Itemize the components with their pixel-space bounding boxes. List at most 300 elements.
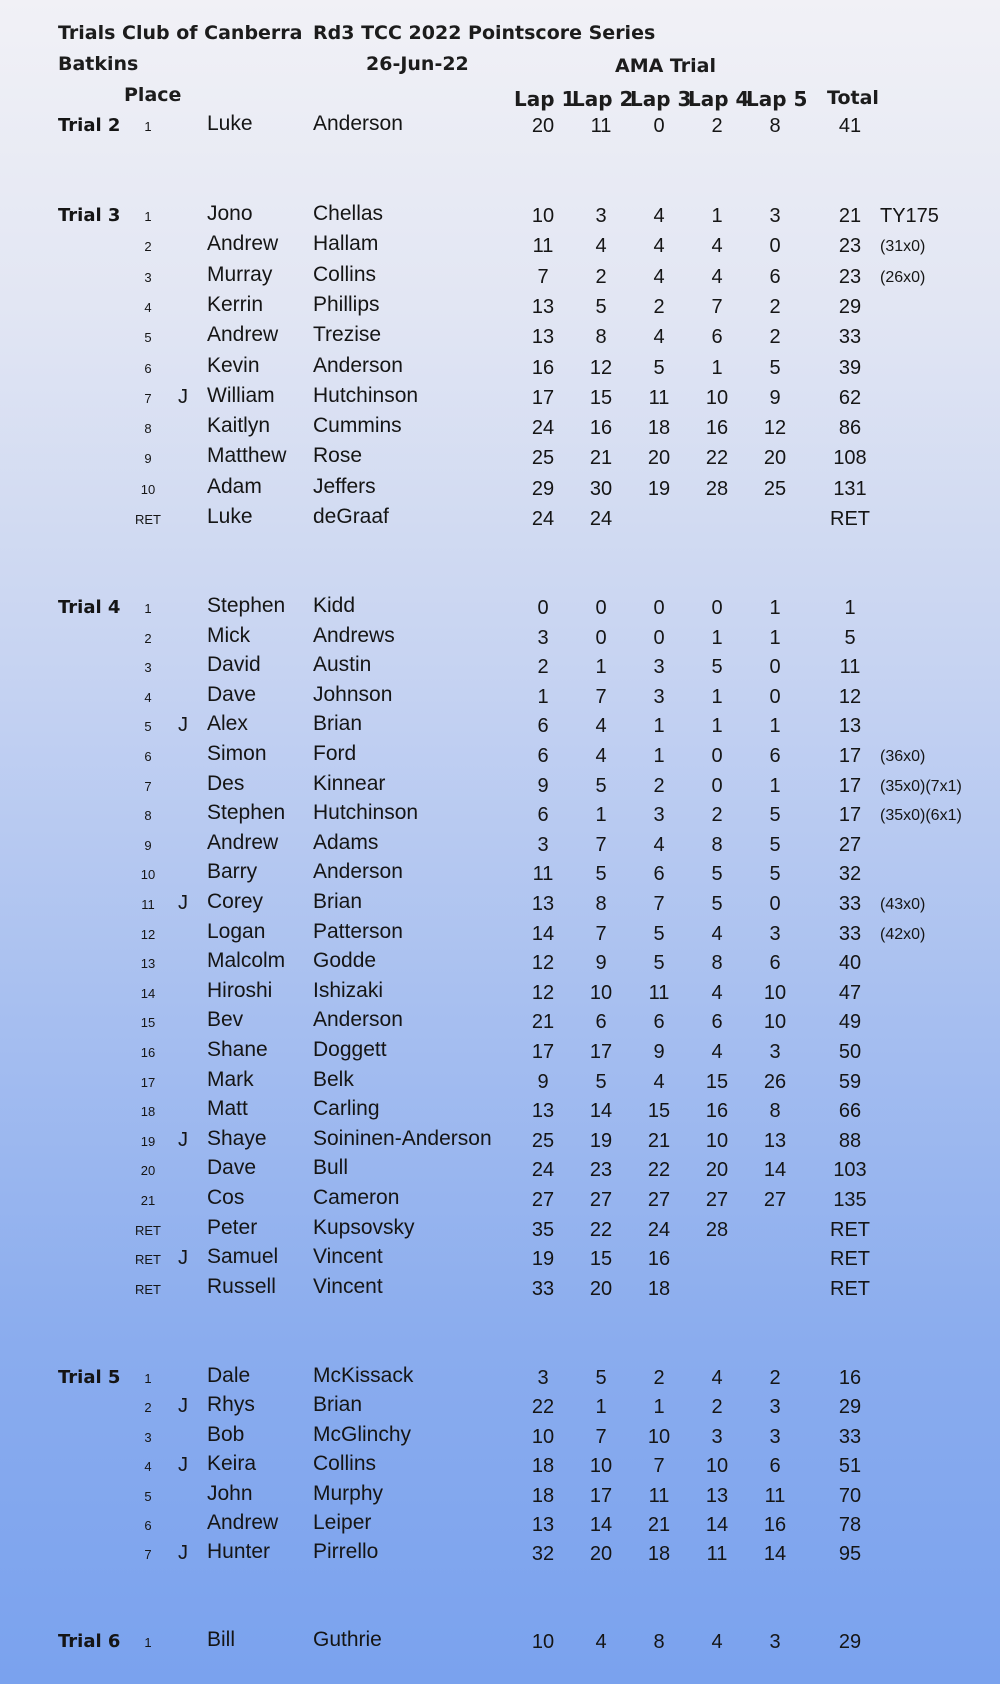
lap5-score: 8 [769,1100,781,1122]
total-score: 86 [838,417,862,439]
lap4-score: 0 [711,775,723,797]
lap5-score: 20 [763,447,787,469]
place-number: 1 [144,1635,152,1650]
result-row [0,112,1000,142]
lap4-score: 28 [705,478,729,500]
lap4-score: 6 [711,326,723,348]
result-row [0,890,1000,920]
lap5-score: 0 [769,893,781,915]
lap4-score: 0 [711,597,723,619]
place-number: 5 [144,1489,152,1504]
lap3-score: 11 [648,387,670,409]
place-number: 1 [144,601,152,616]
result-row [0,505,1000,535]
lap2-score: 8 [595,893,607,915]
lap5-score: 16 [763,1514,787,1536]
tiebreak-note: (43x0) [880,896,926,913]
lap4-score: 1 [711,205,723,227]
tiebreak-note: (36x0) [880,748,926,765]
place-number: 4 [144,690,152,705]
total-score: RET [830,1219,870,1241]
lap2-score: 19 [589,1130,613,1152]
lap1-score: 16 [531,357,555,379]
lap1-score: 12 [531,952,555,974]
lap4-score: 7 [711,296,723,318]
trial-label: Trial 6 [58,1631,121,1652]
place-number: 5 [144,330,152,345]
place-header: Place [124,84,182,106]
rider-last-name: Ishizaki [313,979,384,1002]
lap2-score: 15 [589,387,613,409]
total-score: 32 [838,863,862,885]
rider-first-name: William [207,384,275,407]
lap1-score: 33 [531,1278,555,1300]
lap4-score: 11 [706,1543,728,1565]
place-number: 6 [144,749,152,764]
lap3-score: 7 [653,1455,665,1477]
place-number: 1 [144,209,152,224]
result-row [0,293,1000,323]
lap2-score: 4 [595,715,607,737]
rider-last-name: Ford [313,742,357,765]
lap4-score: 1 [711,627,723,649]
rider-last-name: Brian [313,1393,363,1416]
place-number: RET [135,1252,161,1267]
lap5-score: 2 [769,296,781,318]
lap2-score: 16 [589,417,613,439]
place-number: RET [135,1223,161,1238]
lap2-score: 12 [589,357,613,379]
total-score: 17 [838,804,862,826]
lap2-score: 1 [595,804,607,826]
lap3-score: 3 [653,804,665,826]
total-score: 16 [838,1367,862,1389]
result-row [0,1245,1000,1275]
result-row [0,860,1000,890]
lap1-header: Lap 1 [514,87,576,111]
total-score: 50 [838,1041,862,1063]
total-score: 27 [838,834,862,856]
rider-first-name: Dave [207,683,257,706]
result-row [0,475,1000,505]
total-score: 29 [838,296,862,318]
lap3-score: 24 [647,1219,671,1241]
result-row [0,1008,1000,1038]
result-row [0,1540,1000,1570]
rider-last-name: Vincent [313,1245,383,1268]
rider-last-name: Johnson [313,683,393,706]
lap1-score: 13 [531,296,555,318]
rider-last-name: Guthrie [313,1628,382,1651]
place-number: 8 [144,421,152,436]
lap3-score: 4 [653,235,665,257]
rider-last-name: Hallam [313,232,379,255]
lap3-score: 4 [653,266,665,288]
rider-first-name: Kerrin [207,293,264,316]
lap5-header: Lap 5 [746,87,808,111]
lap3-score: 18 [647,417,671,439]
result-row [0,202,1000,232]
lap3-score: 0 [653,627,665,649]
lap1-score: 11 [532,863,554,885]
lap3-score: 2 [653,1367,665,1389]
lap5-score: 12 [763,417,787,439]
lap5-score: 1 [769,715,781,737]
lap3-score: 0 [653,597,665,619]
rider-last-name: Kinnear [313,772,386,795]
result-row [0,1186,1000,1216]
lap5-score: 6 [769,1455,781,1477]
place-number: 20 [140,1163,156,1178]
total-score: 135 [833,1189,867,1211]
total-score: 131 [833,478,867,500]
total-score: RET [830,1278,870,1300]
place-number: 5 [144,719,152,734]
lap4-score: 22 [705,447,729,469]
trial-label: Trial 5 [58,1367,121,1388]
rider-last-name: Bull [313,1156,349,1179]
rider-first-name: Kaitlyn [207,414,271,437]
lap5-score: 9 [769,387,781,409]
total-score: 13 [838,715,862,737]
rider-last-name: Cameron [313,1186,400,1209]
lap1-score: 13 [531,1100,555,1122]
total-score: 17 [838,745,862,767]
total-score: 29 [838,1396,862,1418]
rider-first-name: Andrew [207,323,279,346]
lap1-score: 29 [531,478,555,500]
lap2-score: 7 [595,923,607,945]
place-number: 2 [144,239,152,254]
junior-flag: J [178,386,188,408]
lap3-score: 6 [653,863,665,885]
lap4-score: 8 [711,952,723,974]
rider-first-name: Kevin [207,354,260,377]
lap5-score: 3 [769,205,781,227]
result-row [0,1393,1000,1423]
place-number: 10 [140,482,156,497]
rider-last-name: Soininen-Anderson [313,1127,492,1150]
junior-flag: J [178,1129,188,1151]
lap5-score: 5 [769,863,781,885]
lap5-score: 26 [763,1071,787,1093]
total-score: 33 [838,326,862,348]
rider-first-name: Hunter [207,1540,271,1563]
lap2-score: 20 [589,1543,613,1565]
result-row [0,949,1000,979]
total-score: RET [830,1248,870,1270]
rider-first-name: Samuel [207,1245,279,1268]
result-row [0,594,1000,624]
rider-last-name: Austin [313,653,372,676]
lap4-score: 0 [711,745,723,767]
lap4-score: 5 [711,656,723,678]
lap4-score: 8 [711,834,723,856]
lap5-score: 1 [769,597,781,619]
tiebreak-note: (26x0) [880,269,926,286]
rider-first-name: Shaye [207,1127,267,1150]
lap3-score: 3 [653,686,665,708]
lap2-score: 3 [595,205,607,227]
lap1-score: 11 [532,235,554,257]
lap3-score: 7 [653,893,665,915]
place-number: 10 [140,867,156,882]
lap4-header: Lap 4 [688,87,750,111]
lap1-score: 10 [531,1426,555,1448]
result-row [0,801,1000,831]
lap5-score: 13 [763,1130,787,1152]
tiebreak-note: (42x0) [880,926,926,943]
lap4-score: 4 [711,235,723,257]
tiebreak-note: (35x0)(7x1) [880,778,962,795]
lap3-score: 5 [653,952,665,974]
total-score: 95 [838,1543,862,1565]
result-row [0,1628,1000,1658]
lap4-score: 13 [705,1485,729,1507]
rider-first-name: Mick [207,624,251,647]
trial-label: Trial 3 [58,205,121,226]
lap1-score: 13 [531,326,555,348]
result-row [0,1275,1000,1305]
result-row [0,831,1000,861]
result-row [0,979,1000,1009]
lap5-score: 2 [769,1367,781,1389]
rider-first-name: Matthew [207,444,287,467]
lap1-score: 6 [537,804,549,826]
lap5-score: 0 [769,686,781,708]
lap4-score: 27 [705,1189,729,1211]
rider-last-name: Anderson [313,1008,403,1031]
place-number: 3 [144,270,152,285]
lap3-score: 18 [647,1543,671,1565]
lap2-score: 5 [595,296,607,318]
rider-last-name: Carling [313,1097,380,1120]
lap5-score: 5 [769,804,781,826]
lap4-score: 4 [711,266,723,288]
rider-last-name: Hutchinson [313,801,419,824]
lap3-score: 6 [653,1011,665,1033]
lap3-score: 21 [647,1514,671,1536]
rider-first-name: Matt [207,1097,248,1120]
result-row [0,1364,1000,1394]
lap2-score: 9 [595,952,607,974]
place-number: 19 [140,1134,156,1149]
rider-first-name: Murray [207,263,273,286]
lap4-score: 16 [705,1100,729,1122]
rider-last-name: Jeffers [313,475,376,498]
lap2-score: 30 [589,478,613,500]
series-title: Rd3 TCC 2022 Pointscore Series [313,22,656,44]
place-number: RET [135,512,161,527]
lap1-score: 27 [531,1189,555,1211]
lap1-score: 18 [531,1485,555,1507]
rider-last-name: Andrews [313,624,395,647]
total-score: 17 [838,775,862,797]
junior-flag: J [178,892,188,914]
total-score: RET [830,508,870,530]
total-score: 51 [838,1455,862,1477]
lap5-score: 6 [769,745,781,767]
rider-first-name: Adam [207,475,262,498]
junior-flag: J [178,1454,188,1476]
lap4-score: 4 [711,982,723,1004]
lap4-score: 2 [711,115,723,137]
lap1-score: 13 [531,1514,555,1536]
rider-last-name: Vincent [313,1275,383,1298]
junior-flag: J [178,1542,188,1564]
rider-first-name: Malcolm [207,949,286,972]
result-row [0,263,1000,293]
place-number: 1 [144,119,152,134]
lap2-score: 10 [589,1455,613,1477]
total-score: 39 [838,357,862,379]
lap4-score: 16 [705,417,729,439]
place-number: 13 [140,956,156,971]
lap4-score: 3 [711,1426,723,1448]
lap3-score: 22 [647,1159,671,1181]
lap3-score: 21 [647,1130,671,1152]
total-score: 66 [838,1100,862,1122]
lap4-score: 4 [711,923,723,945]
result-row [0,1452,1000,1482]
lap2-score: 24 [589,508,613,530]
rider-last-name: Leiper [313,1511,372,1534]
lap3-score: 5 [653,923,665,945]
rider-first-name: John [207,1482,253,1505]
lap3-header: Lap 3 [630,87,692,111]
lap2-score: 22 [589,1219,613,1241]
place-number: RET [135,1282,161,1297]
lap5-score: 2 [769,326,781,348]
lap2-header: Lap 2 [572,87,634,111]
rider-first-name: Dale [207,1364,251,1387]
junior-flag: J [178,1395,188,1417]
lap5-score: 6 [769,952,781,974]
total-score: 103 [833,1159,867,1181]
lap1-score: 20 [531,115,555,137]
lap1-score: 6 [537,745,549,767]
rider-first-name: Dave [207,1156,257,1179]
lap4-score: 5 [711,863,723,885]
trial-label: Trial 2 [58,115,121,136]
lap1-score: 10 [531,1631,555,1653]
result-row [0,1482,1000,1512]
lap5-score: 5 [769,357,781,379]
total-score: 78 [838,1514,862,1536]
lap1-score: 14 [531,923,555,945]
lap1-score: 21 [531,1011,555,1033]
total-score: 70 [838,1485,862,1507]
junior-flag: J [178,714,188,736]
rider-first-name: Alex [207,712,248,735]
total-score: 59 [838,1071,862,1093]
lap5-score: 0 [769,656,781,678]
lap2-score: 5 [595,1071,607,1093]
lap1-score: 9 [537,1071,549,1093]
rider-first-name: Rhys [207,1393,255,1416]
lap1-score: 25 [531,1130,555,1152]
lap3-score: 5 [653,357,665,379]
lap3-score: 3 [653,656,665,678]
total-score: 12 [838,686,862,708]
rider-last-name: Doggett [313,1038,387,1061]
total-score: 29 [838,1631,862,1653]
lap2-score: 0 [595,597,607,619]
rider-first-name: Logan [207,920,266,943]
rider-first-name: Andrew [207,232,279,255]
lap1-score: 12 [531,982,555,1004]
lap3-score: 8 [653,1631,665,1653]
total-score: 33 [838,923,862,945]
rider-last-name: Rose [313,444,363,467]
lap4-score: 1 [711,715,723,737]
place-number: 21 [140,1193,156,1208]
lap5-score: 3 [769,1631,781,1653]
place-number: 8 [144,808,152,823]
rider-last-name: Collins [313,1452,377,1475]
rider-first-name: Corey [207,890,264,913]
rider-last-name: Chellas [313,202,384,225]
lap1-score: 2 [537,656,549,678]
rider-first-name: Jono [207,202,253,225]
rider-last-name: Belk [313,1068,354,1091]
place-number: 7 [144,779,152,794]
lap2-score: 7 [595,834,607,856]
result-row [0,683,1000,713]
lap5-score: 1 [769,627,781,649]
place-number: 4 [144,1459,152,1474]
lap5-score: 8 [769,115,781,137]
lap2-score: 11 [590,115,612,137]
rider-last-name: Brian [313,890,363,913]
lap4-score: 28 [705,1219,729,1241]
lap3-score: 1 [653,715,665,737]
lap4-score: 2 [711,804,723,826]
total-score: 49 [838,1011,862,1033]
lap4-score: 20 [705,1159,729,1181]
total-score: 88 [838,1130,862,1152]
lap1-score: 1 [537,686,549,708]
lap3-score: 9 [653,1041,665,1063]
lap1-score: 13 [531,893,555,915]
lap3-score: 1 [653,745,665,767]
rider-last-name: Kupsovsky [313,1216,415,1239]
total-score: 47 [838,982,862,1004]
lap5-score: 1 [769,775,781,797]
lap3-score: 10 [647,1426,671,1448]
total-score: 23 [838,235,862,257]
lap1-score: 32 [531,1543,555,1565]
lap1-score: 3 [537,1367,549,1389]
lap1-score: 17 [531,387,555,409]
lap3-score: 4 [653,205,665,227]
lap3-score: 4 [653,834,665,856]
lap2-score: 7 [595,686,607,708]
lap2-score: 4 [595,745,607,767]
rider-first-name: Andrew [207,1511,279,1534]
total-score: 33 [838,1426,862,1448]
lap4-score: 14 [705,1514,729,1536]
lap1-score: 6 [537,715,549,737]
lap4-score: 10 [705,1455,729,1477]
result-row [0,742,1000,772]
lap1-score: 19 [531,1248,555,1270]
lap1-score: 22 [531,1396,555,1418]
total-score: 108 [833,447,867,469]
place-number: 7 [144,391,152,406]
rider-first-name: Simon [207,742,267,765]
tiebreak-note: (31x0) [880,238,926,255]
